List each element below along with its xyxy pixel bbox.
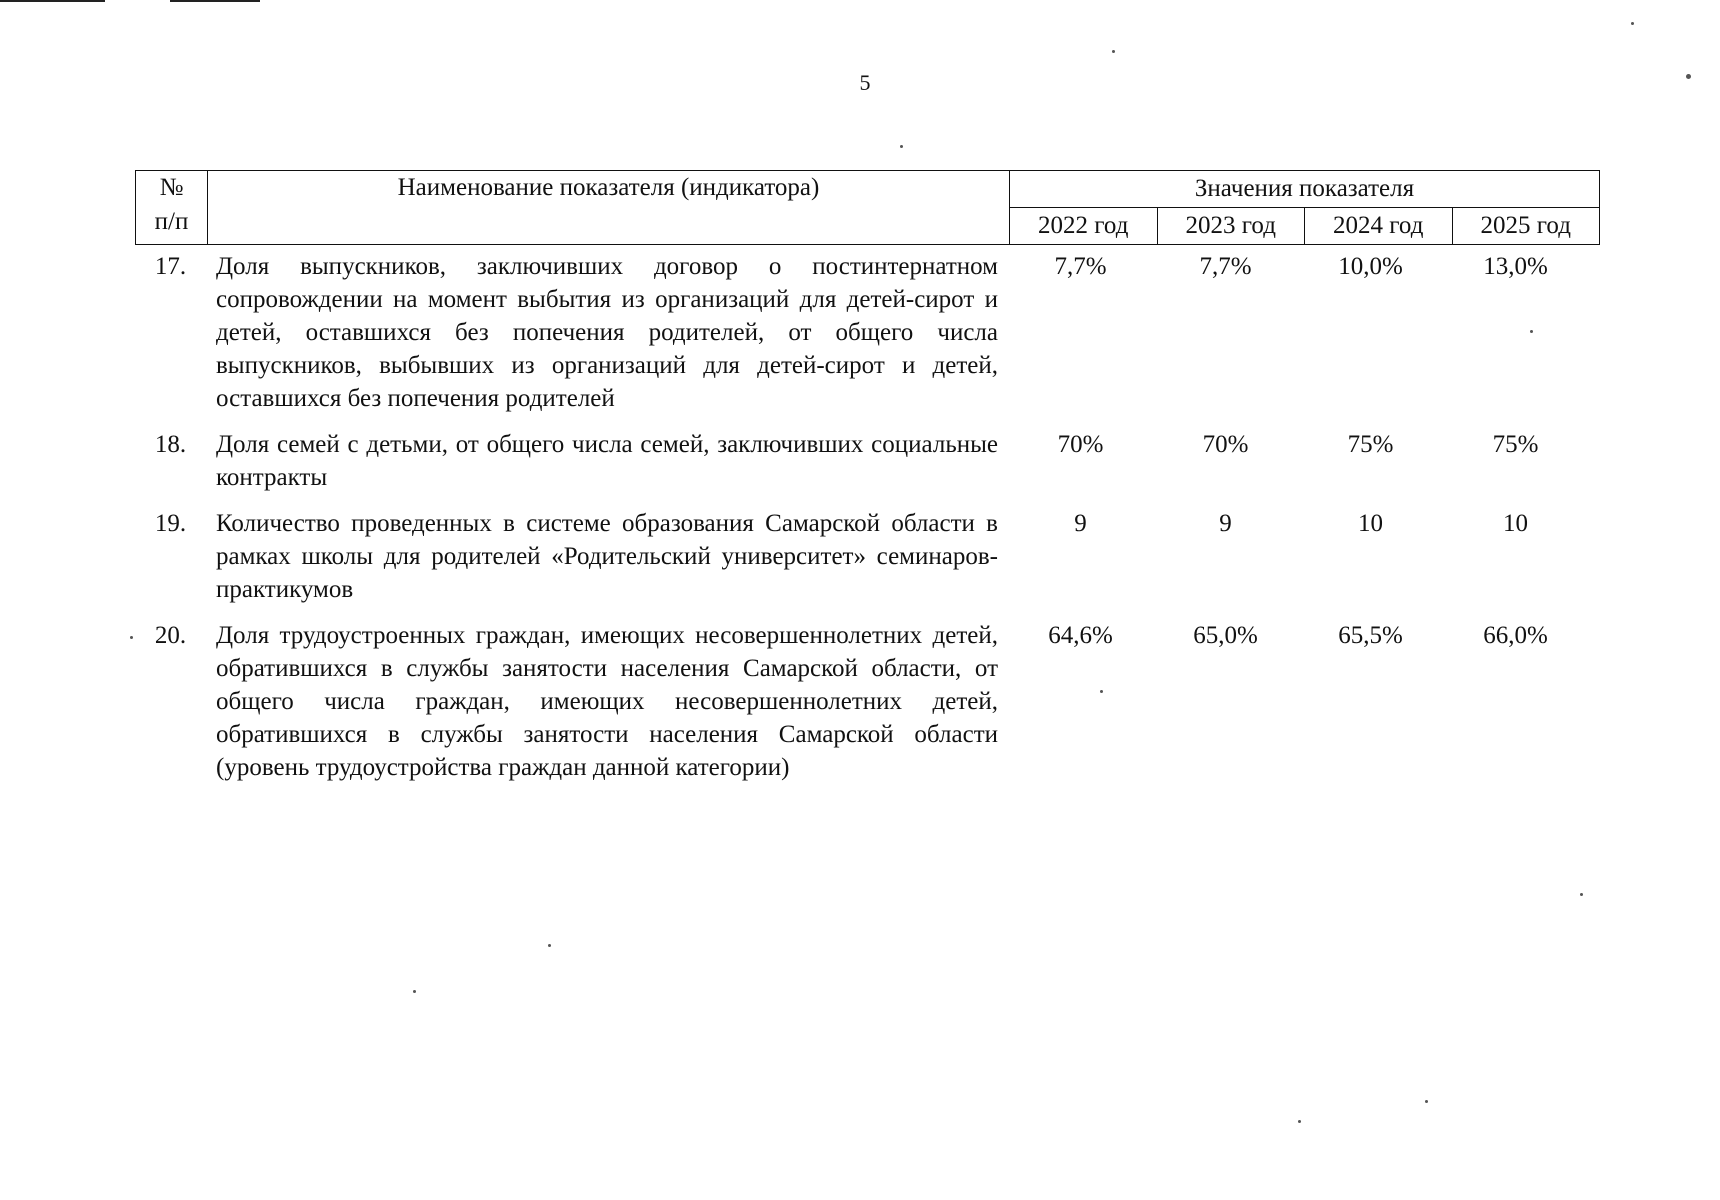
table-row [135, 507, 1600, 606]
row-description: Доля трудоустроенных граждан, имеющих несовершеннолетних детей, обратившихся в службы занятости населения Самарской области, от общего числа граждан, имеющих несовершеннолетних детей, обратившихся в службы занятости населения Самарской области (уровень трудоустройства граждан данной категории) [216, 622, 998, 781]
scan-speck [1298, 1120, 1301, 1123]
value-2023: 9 [1219, 510, 1232, 537]
row-number: 17. [154, 253, 187, 280]
scan-speck [130, 636, 133, 639]
value-2022: 70% [1057, 431, 1104, 458]
table-row [135, 428, 1600, 494]
row-values [1008, 507, 1588, 606]
value-2025: 75% [1492, 431, 1539, 458]
value-2023: 65,0% [1193, 622, 1258, 649]
scan-edge-mark [0, 0, 105, 2]
header-year-2024: 2024 год [1305, 208, 1453, 245]
row-description: Доля выпускников, заключивших договор о постинтернатном сопровождении на момент выбытия из организаций для детей-сирот и детей, оставшихся без попечения родителей, от общего числа выпускников, выбывших из организаций для детей-сирот и детей, оставшихся без попечения родителей [216, 253, 998, 412]
value-2022: 9 [1074, 510, 1087, 537]
header-number-label: № [159, 174, 184, 201]
header-name-cell [208, 171, 1010, 245]
scan-speck [1686, 74, 1691, 79]
scan-speck [1580, 893, 1583, 896]
value-2024: 75% [1347, 431, 1394, 458]
value-2023: 7,7% [1199, 253, 1252, 280]
row-description: Доля семей с детьми, от общего числа семей, заключивших социальные контракты [216, 431, 998, 491]
scan-speck [1530, 330, 1533, 333]
page-number: 5 [859, 70, 871, 95]
row-values [1008, 250, 1588, 415]
header-number-cell [136, 171, 208, 245]
value-2024: 10 [1358, 510, 1383, 537]
row-description: Количество проведенных в системе образования Самарской области в рамках школы для родителей «Родительский университет» семинаров-практикумов [216, 510, 998, 603]
scan-edge-mark [170, 0, 260, 2]
scan-speck [413, 990, 416, 993]
scan-speck [1425, 1100, 1428, 1103]
scan-speck [1112, 50, 1115, 53]
scan-speck [900, 145, 903, 148]
value-2025: 66,0% [1483, 622, 1548, 649]
header-name-label: Наименование показателя (индикатора) [397, 174, 820, 201]
header-year-2023: 2023 год [1157, 208, 1305, 245]
header-year-2025: 2025 год [1452, 208, 1600, 245]
scan-speck [1631, 22, 1634, 25]
row-number: 18. [154, 431, 187, 458]
header-values-label: Значения показателя [1010, 171, 1600, 208]
value-2022: 7,7% [1054, 253, 1107, 280]
row-number: 20. [154, 622, 187, 649]
value-2024: 10,0% [1338, 253, 1403, 280]
header-number-sublabel: п/п [154, 208, 189, 235]
row-values [1008, 619, 1588, 784]
value-2025: 13,0% [1483, 253, 1548, 280]
header-year-2022: 2022 год [1010, 208, 1158, 245]
indicator-rows [135, 250, 1600, 797]
table-row [135, 250, 1600, 415]
row-values [1008, 428, 1588, 494]
value-2025: 10 [1503, 510, 1528, 537]
row-number: 19. [154, 510, 187, 537]
scan-speck [1100, 690, 1103, 693]
scan-speck [548, 944, 551, 947]
value-2022: 64,6% [1048, 622, 1113, 649]
value-2023: 70% [1202, 431, 1249, 458]
value-2024: 65,5% [1338, 622, 1403, 649]
table-row [135, 619, 1600, 784]
table-header [135, 170, 1600, 245]
